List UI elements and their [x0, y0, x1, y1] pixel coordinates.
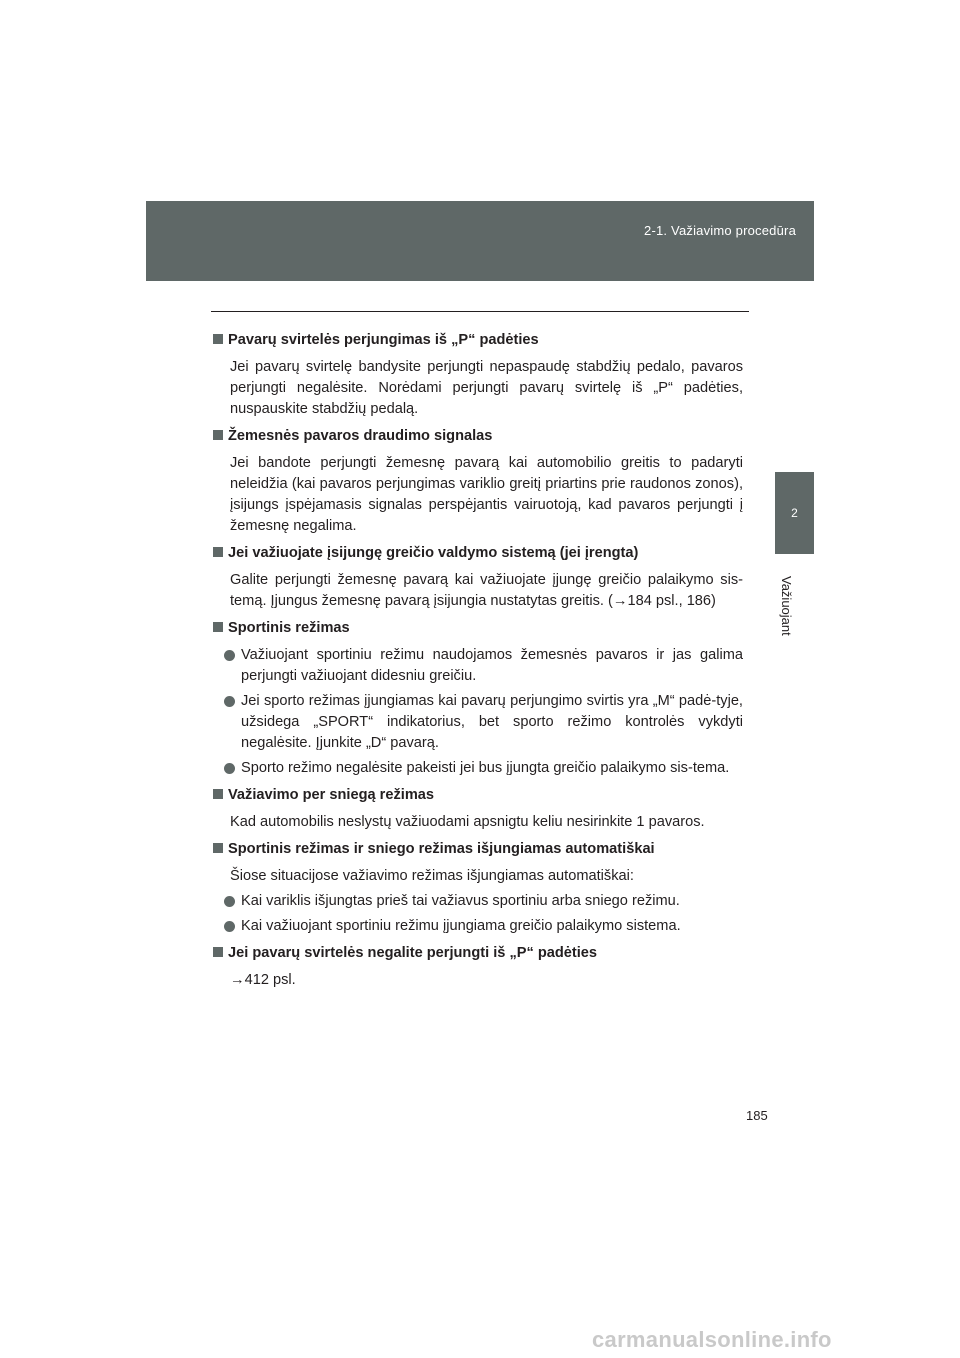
section-heading: [213, 618, 743, 639]
chapter-tab-label: Važiuojant: [779, 576, 794, 636]
chapter-tab-number: 2: [791, 506, 798, 520]
section-heading-text: Sportinis režimas: [228, 620, 350, 636]
square-bullet-icon: [213, 843, 223, 853]
watermark: carmanualsonline.info: [592, 1327, 832, 1352]
paragraph: Šiose situacijose važiavimo režimas išjungiamas automatiškai:: [230, 868, 634, 884]
top-divider: [211, 311, 749, 312]
page-number: 185: [746, 1108, 768, 1123]
section-heading-text: Važiavimo per sniegą režimas: [228, 787, 435, 803]
list-item: [213, 916, 743, 937]
section-heading: [213, 943, 743, 964]
section-heading: [213, 839, 743, 860]
list-item: [213, 691, 743, 754]
list-item: [213, 758, 743, 779]
list-item: [213, 645, 743, 687]
list-item-text: Kai variklis išjungtas prieš tai važiavus sportiniu arba sniego režimu.: [241, 893, 680, 909]
list-item: [213, 891, 743, 912]
section: [213, 785, 743, 833]
section-heading: [213, 785, 743, 806]
header-band: [146, 201, 814, 281]
chapter-tab[interactable]: [775, 472, 814, 554]
square-bullet-icon: [213, 430, 223, 440]
side-strip: [775, 281, 814, 1001]
section-heading-text: Jei važiuojate įsijungę greičio valdymo sistemą (jei įrengta): [228, 545, 639, 561]
paragraph: Galite perjungti žemesnę pavarą kai važiuojate įjungę greičio palaikymo sis-temą. Įjungus žemesnę pavarą įsijungia nustatytas greitis. (→184 psl., 186): [230, 572, 743, 609]
page-content: [213, 330, 743, 997]
section-heading: [213, 330, 743, 351]
section-heading: [213, 426, 743, 447]
dot-bullet-icon: [224, 763, 235, 774]
section-heading-text: Pavarų svirtelės perjungimas iš „P“ padėties: [228, 332, 539, 348]
paragraph: →412 psl.: [230, 972, 296, 988]
section-heading: [213, 543, 743, 564]
paragraph: Jei pavarų svirtelę bandysite perjungti nepaspaudę stabdžių pedalo, pavaros perjungti negalėsite. Norėdami perjungti pavarų svirtelę iš „P“ padėties, nuspauskite stabdžių pedalą.: [230, 359, 743, 417]
section: [213, 839, 743, 937]
section: [213, 330, 743, 420]
chapter-title: 2-1. Važiavimo procedūra: [644, 223, 796, 238]
section-heading-text: Žemesnės pavaros draudimo signalas: [228, 428, 493, 444]
section: [213, 543, 743, 612]
list-item-text: Jei sporto režimas įjungiamas kai pavarų perjungimo svirtis yra „M“ padė-tyje, užsidega „SPORT“ indikatorius, bet sporto režimo kontrolės vykdyti negalėsite. Įjunkite „D“ pavarą.: [241, 693, 743, 751]
dot-bullet-icon: [224, 921, 235, 932]
square-bullet-icon: [213, 622, 223, 632]
dot-bullet-icon: [224, 650, 235, 661]
paragraph: Kad automobilis neslystų važiuodami apsnigtu keliu nesirinkite 1 pavaros.: [230, 814, 705, 830]
section: [213, 943, 743, 991]
paragraph: Jei bandote perjungti žemesnę pavarą kai automobilio greitis to padaryti neleidžia (kai pavaros perjungimas variklio greitį priartins prie raudonos zonos), įsijungs įspėjamasis signalas perspėjantis vairuotoją, kad pavaros perjungti į žemesnę negalima.: [230, 455, 743, 534]
section: [213, 426, 743, 537]
list-item-text: Sporto režimo negalėsite pakeisti jei bus įjungta greičio palaikymo sis-tema.: [241, 760, 730, 776]
square-bullet-icon: [213, 947, 223, 957]
section-heading-text: Sportinis režimas ir sniego režimas išjungiamas automatiškai: [228, 841, 655, 857]
list-item-text: Kai važiuojant sportiniu režimu įjungiama greičio palaikymo sistema.: [241, 918, 681, 934]
square-bullet-icon: [213, 789, 223, 799]
square-bullet-icon: [213, 547, 223, 557]
section: [213, 618, 743, 779]
dot-bullet-icon: [224, 896, 235, 907]
square-bullet-icon: [213, 334, 223, 344]
list-item-text: Važiuojant sportiniu režimu naudojamos žemesnės pavaros ir jas galima perjungti važiuojant didesniu greičiu.: [241, 647, 743, 684]
dot-bullet-icon: [224, 696, 235, 707]
section-heading-text: Jei pavarų svirtelės negalite perjungti iš „P“ padėties: [228, 945, 598, 961]
